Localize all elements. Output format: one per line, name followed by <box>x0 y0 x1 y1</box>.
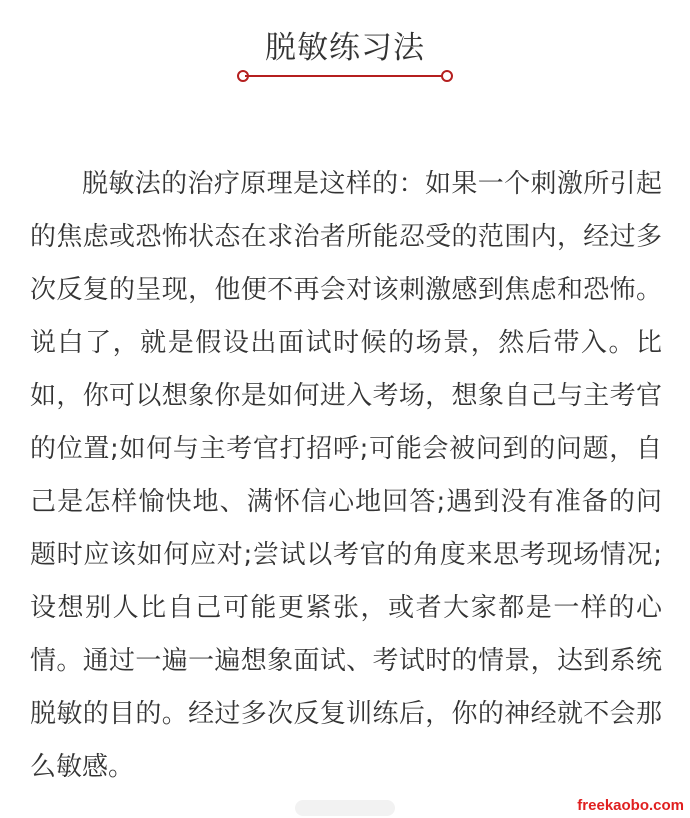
scroll-indicator <box>295 800 395 816</box>
article-paragraph: 脱敏法的治疗原理是这样的：如果一个刺激所引起的焦虑或恐怖状态在求治者所能忍受的范围内，经过多次反复的呈现，他便不再会对该刺激感到焦虑和恐怖。说白了，就是假设出面试时候的场景，然后带入。比如，你可以想象你是如何进入考场，想象自己与主考官的位置;如何与主考官打招呼;可能会被问到的问题，自己是怎样愉快地、满怀信心地回答;遇到没有准备的问题时应该如何应对;尝试以考官的角度来思考现场情况;设想别人比自己可能更紧张，或者大家都是一样的心情。通过一遍一遍想象面试、考试时的情景，达到系统脱敏的目的。经过多次反复训练后，你的神经就不会那么敏感。 <box>30 169 662 782</box>
divider-right-dot <box>441 70 453 82</box>
divider-line <box>245 75 445 77</box>
site-watermark: freekaobo.com <box>577 797 684 814</box>
article-title: 脱敏练习法 <box>265 30 425 66</box>
title-divider <box>237 70 453 82</box>
